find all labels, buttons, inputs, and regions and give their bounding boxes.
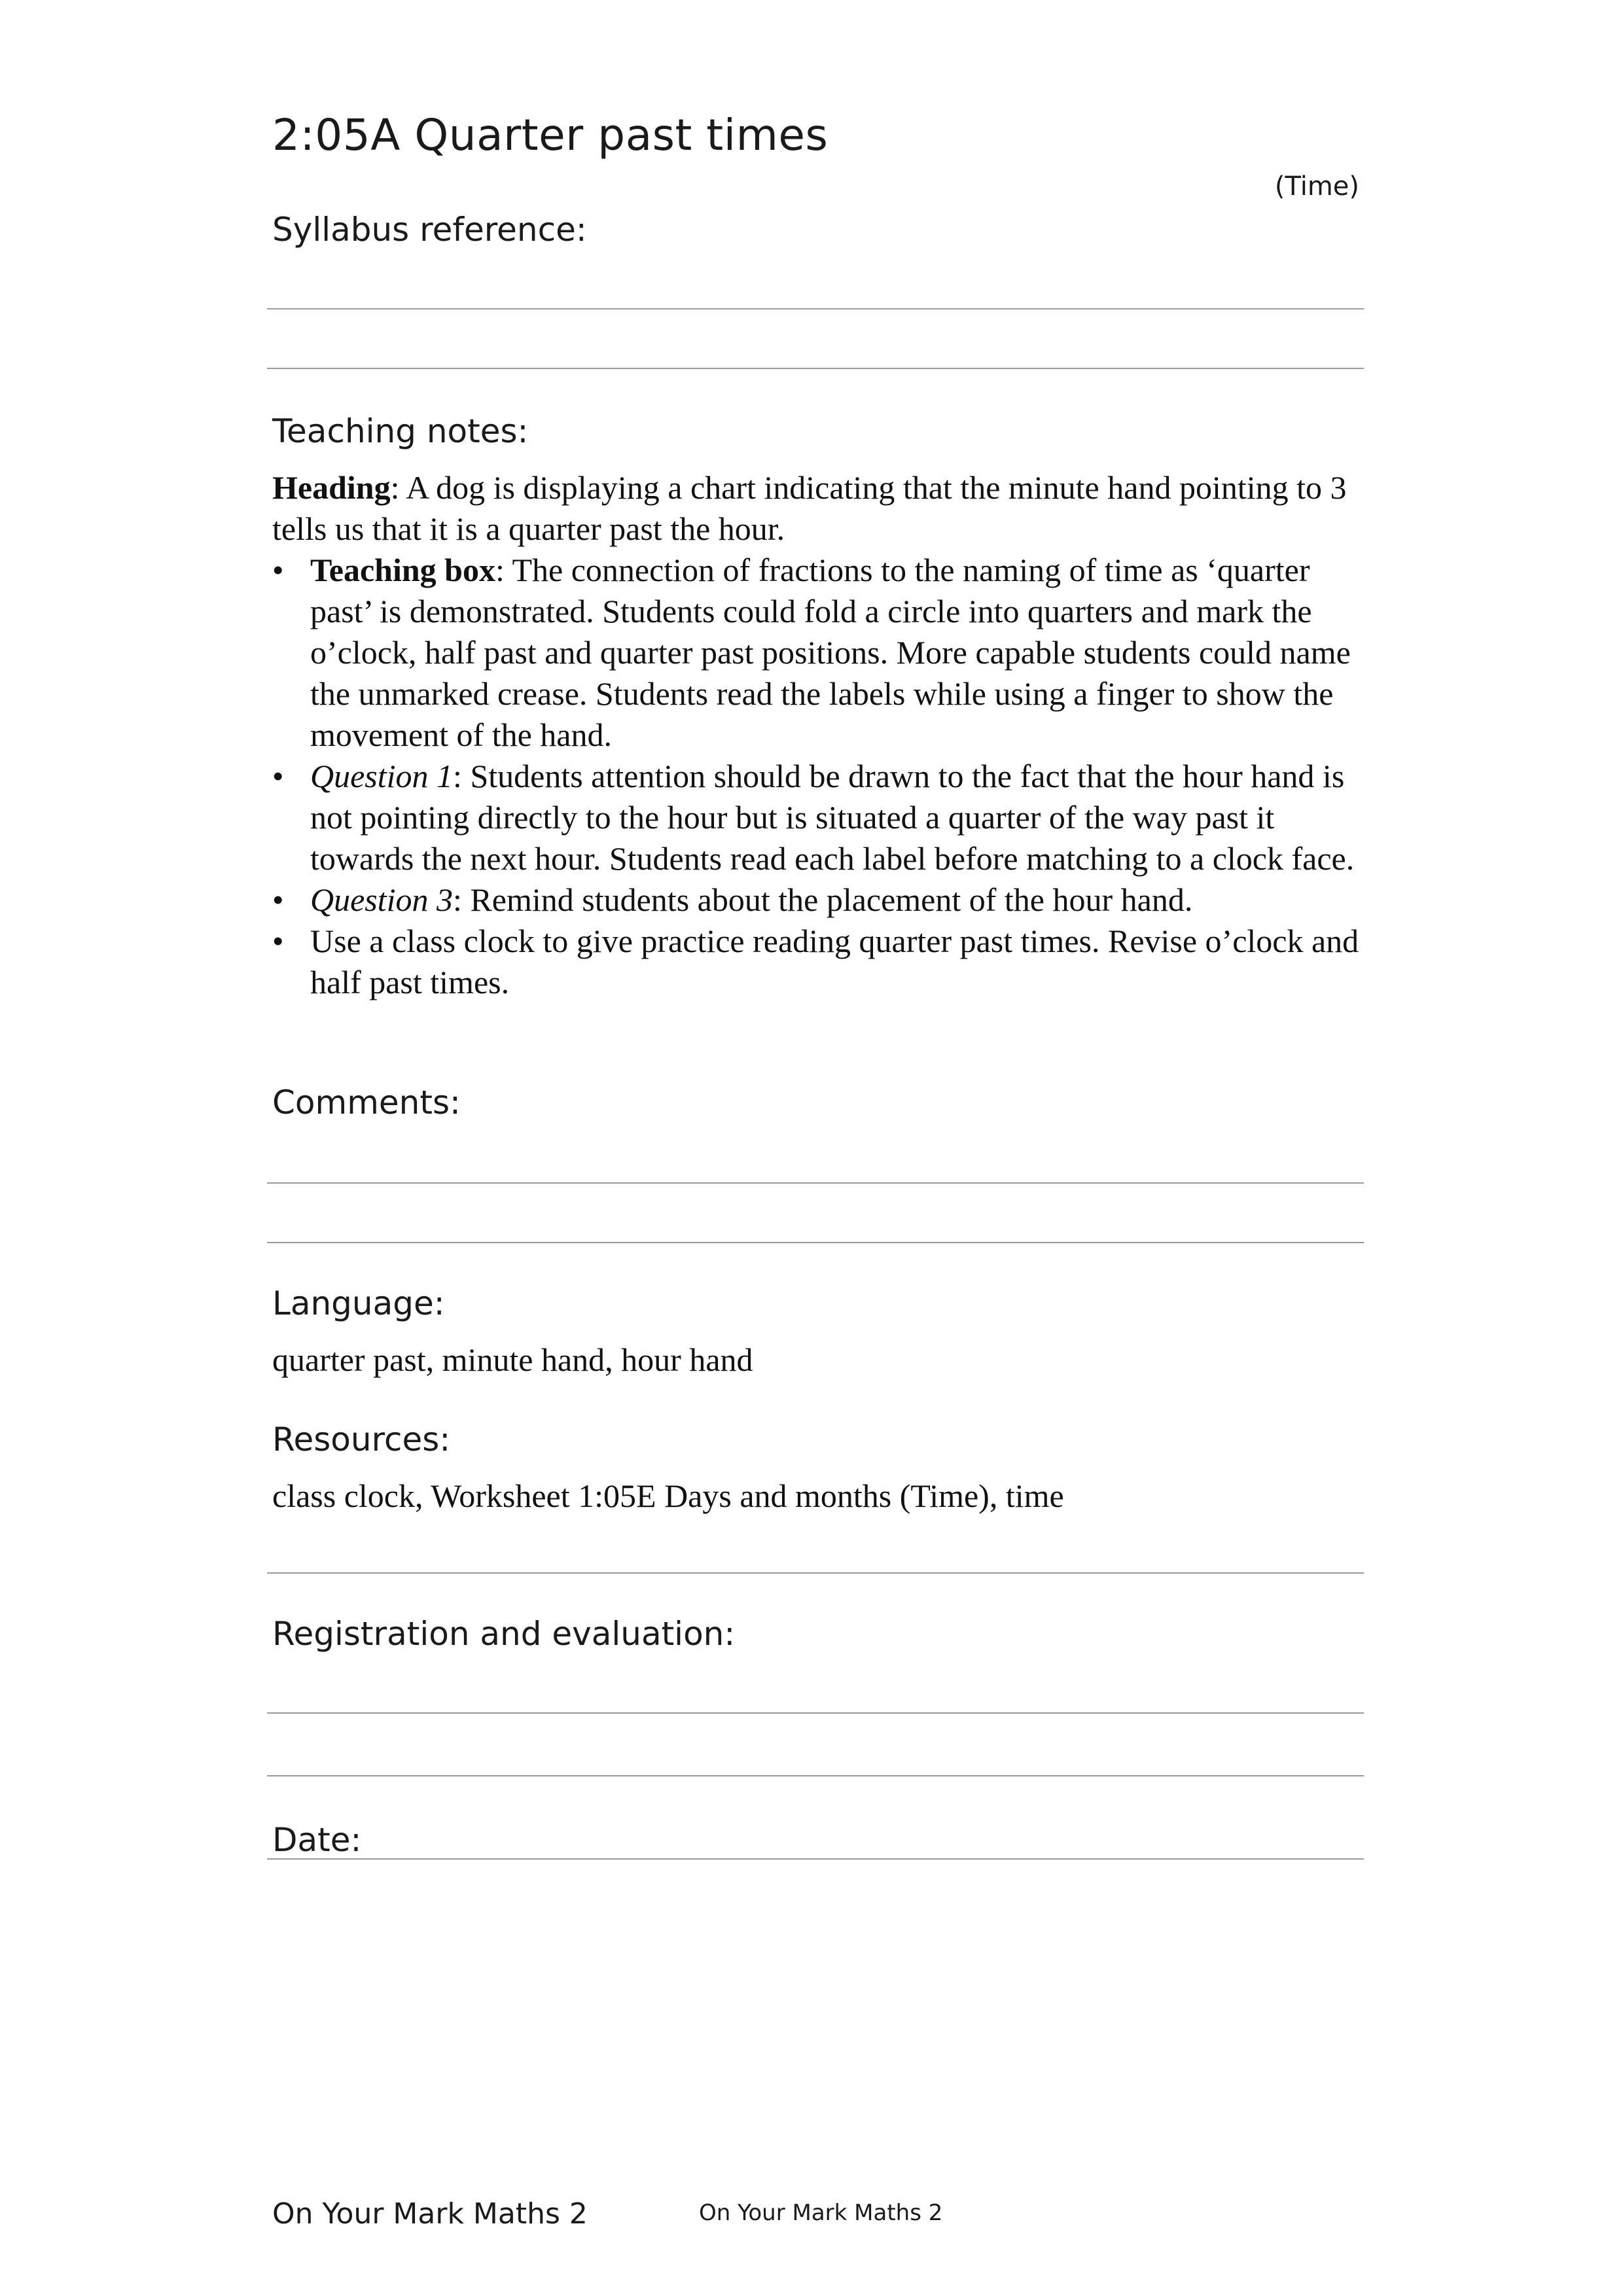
teaching-notes-heading: Teaching notes: bbox=[272, 412, 529, 450]
notes-bullet-lead: Teaching box bbox=[310, 552, 495, 588]
syllabus-writing-line-2 bbox=[267, 368, 1364, 369]
notes-intro-paragraph bbox=[272, 467, 1369, 550]
teaching-notes-body bbox=[272, 467, 1369, 1003]
notes-intro-lead: Heading bbox=[272, 469, 391, 506]
language-text: quarter past, minute hand, hour hand bbox=[272, 1341, 753, 1378]
bullet-marker: • bbox=[272, 923, 284, 959]
footer-book-title-small: On Your Mark Maths 2 bbox=[699, 2200, 943, 2226]
notes-bullet-lead: Question 1 bbox=[310, 758, 454, 794]
registration-evaluation-heading: Registration and evaluation: bbox=[272, 1615, 736, 1653]
notes-bullet-item bbox=[272, 756, 1369, 879]
notes-bullet-lead: Question 3 bbox=[310, 881, 454, 918]
comments-heading: Comments: bbox=[272, 1084, 461, 1122]
resources-heading: Resources: bbox=[272, 1421, 451, 1458]
notes-bullet-item bbox=[272, 550, 1369, 756]
notes-bullet-text: : Students attention should be drawn to the fact that the hour hand is not pointing directly to the hour but is situated a quarter of the way past it towards the next hour. Students read each label before matching to a clock face. bbox=[310, 758, 1355, 877]
bullet-marker: • bbox=[272, 881, 284, 918]
comments-writing-line-2 bbox=[267, 1242, 1364, 1243]
syllabus-writing-line-1 bbox=[267, 308, 1364, 309]
notes-bullet-text: : Remind students about the placement of the hour hand. bbox=[453, 881, 1193, 918]
notes-intro-text: : A dog is displaying a chart indicating that the minute hand pointing to 3 tells us that it is a quarter past the hour. bbox=[272, 469, 1347, 547]
bullet-marker: • bbox=[272, 552, 284, 588]
footer-book-title: On Your Mark Maths 2 bbox=[272, 2197, 588, 2231]
notes-bullet-item bbox=[272, 879, 1369, 921]
notes-bullet-item bbox=[272, 921, 1369, 1003]
notes-bullet-text: Use a class clock to give practice reading quarter past times. Revise o’clock and half past times. bbox=[310, 923, 1359, 1000]
bullet-marker: • bbox=[272, 758, 284, 794]
notes-bullet-text: : The connection of fractions to the naming of time as ‘quarter past’ is demonstrated. Students could fold a circle into quarters and mark the o’clock, half past and quarter past positions. More capable students could name the unmarked crease. Students read the labels while using a finger to show the movement of the hand. bbox=[310, 552, 1351, 753]
resources-divider-line bbox=[267, 1572, 1364, 1574]
date-writing-line bbox=[267, 1858, 1364, 1860]
topic-tag: (Time) bbox=[1274, 171, 1359, 202]
language-heading: Language: bbox=[272, 1284, 445, 1322]
registration-writing-line-1 bbox=[267, 1712, 1364, 1714]
notes-bullet-list bbox=[272, 550, 1369, 1003]
date-heading: Date: bbox=[272, 1821, 362, 1859]
syllabus-reference-heading: Syllabus reference: bbox=[272, 211, 587, 249]
page-title: 2:05A Quarter past times bbox=[272, 110, 829, 160]
resources-text: class clock, Worksheet 1:05E Days and months (Time), time bbox=[272, 1477, 1064, 1514]
registration-writing-line-2 bbox=[267, 1775, 1364, 1776]
comments-writing-line-1 bbox=[267, 1182, 1364, 1184]
